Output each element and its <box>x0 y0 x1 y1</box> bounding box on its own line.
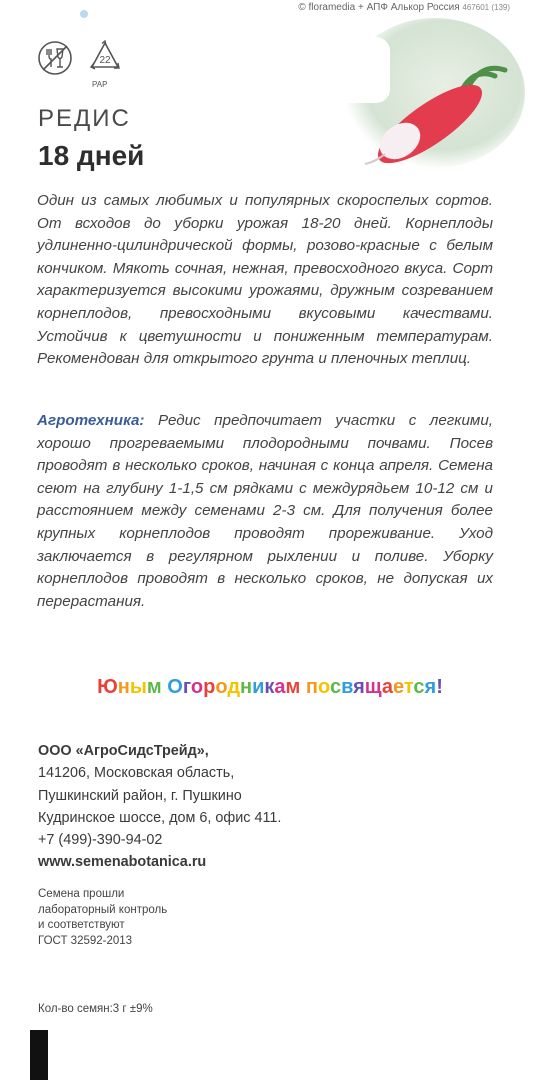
address-line-3: Кудринское шоссе, дом 6, офис 411. <box>38 809 282 826</box>
phone-number: +7 (499)-390-94-02 <box>38 832 163 849</box>
variety-name: 18 дней <box>38 140 145 171</box>
recycle-code: PAP <box>92 80 108 89</box>
packaging-symbols <box>37 40 123 76</box>
crop-kind: РЕДИС <box>38 105 131 132</box>
address-line-1: 141206, Московская область, <box>38 765 235 782</box>
cert-line-2: лабораторный контроль <box>38 903 168 916</box>
hang-tab-cutout <box>152 37 390 103</box>
certification-note <box>38 887 167 949</box>
cert-line-4: ГОСТ 32592-2013 <box>38 934 133 947</box>
cert-line-1: Семена прошли <box>38 888 125 900</box>
glass-fork-crossed-icon <box>37 40 73 76</box>
company-info <box>38 740 281 874</box>
agrotechnics-label: Агротехника: <box>37 412 145 429</box>
motto-text: Юным Огородникам посвящается! <box>97 676 443 698</box>
edge-marker <box>30 1030 48 1080</box>
seed-quantity: Кол-во семян:3 г ±9% <box>38 1003 153 1015</box>
product-code: 467601 (139) <box>462 3 510 12</box>
cert-line-3: и соответствуют <box>38 919 125 932</box>
agrotechnics-text: Редис предпочитает участки с легкими, хорошо прогреваемыми плодородными почвами. Посев проводят в несколько сроков, начиная с конца апреля. Семена сеют на глубину 1-1,5 см рядками с междурядьем 10-12 см и расстоянием между семенами 2-3 см. Для получения более крупных корнеплодов проводят прореживание. Уход заключается в регулярном рыхлении и поливе. Уборку корнеплодов проводят в несколько сроков, не допуская их перерастания. <box>37 412 493 610</box>
address-line-2: Пушкинский район, г. Пушкино <box>38 787 242 804</box>
logo-fragment <box>80 10 88 18</box>
variety-description: Один из самых любимых и популярных скороспелых сортов. От всходов до уборки урожая 18-20 дней. Корнеплоды удлиненно-цилиндрической формы, розово-красные с белым кончиком. Мякоть сочная, нежная, превосходного вкуса. Сорт характеризуется высокими урожаями, дружным созреванием корнеплодов, превосходными вкусовыми качествами. Устойчив к цветушности и пониженным температурам. Рекомендован для открытого грунта и пленочных теплиц. <box>37 192 493 368</box>
company-name: ООО «АгроСидсТрейд», <box>38 743 209 759</box>
copyright-line <box>298 2 510 13</box>
copyright-text: © floramedia + АПФ Алькор Россия <box>298 2 460 13</box>
recycle-number: 22 <box>99 55 111 66</box>
recycle-triangle-icon <box>87 40 123 76</box>
rainbow-motto <box>0 676 540 699</box>
agrotechnics-paragraph <box>37 410 493 613</box>
website-link[interactable]: www.semenabotanica.ru <box>38 854 207 871</box>
